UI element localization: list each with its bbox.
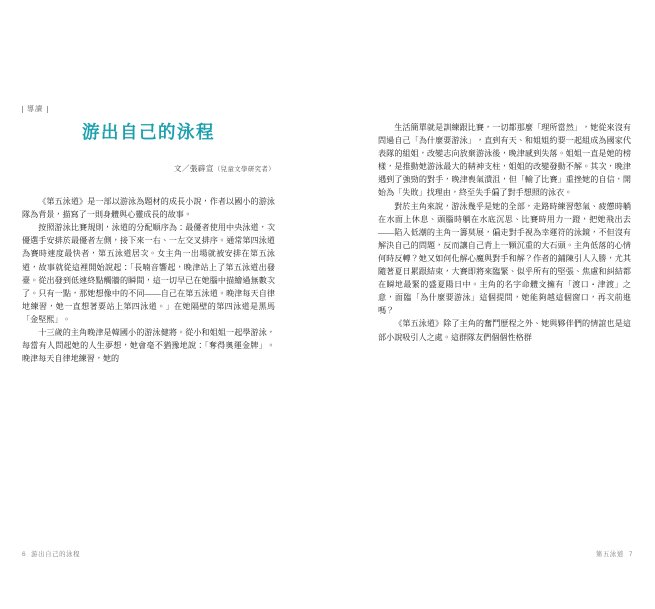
byline-author: 張辟宣	[189, 164, 214, 173]
footer-right	[596, 549, 633, 558]
right-column	[378, 121, 631, 344]
byline-affiliation: （兒童文學研究者）	[213, 166, 275, 173]
paragraph: 對於主角來說，游泳幾乎是她的全部，走路時練習憋氣、疲憊時躺在水面上休息、頭腦時躺在水底沉思、比賽時用力一蹬，把她飛出去——陷入低潮的主角一籌莫展，偏走對手視為幸運符的泳鏡，不但沒有解決自己的問題，反而讓自己背上一顆沉重的大石頭。主角低落的心情何時反轉？她又如何化解心魔與對手和解？作者的鋪陳引人入勝，尤其隨著夏日累跟結束，大賽即將來臨緊、似乎所有的堅張、焦慮和糾結都在瞬地最緊的盛夏陽日中。主角的名字命體文擁有「渡口・津渡」之意，面臨「為什麼要游泳」這個提問，她能夠越這個窗口，再次前進嗎？	[378, 201, 631, 316]
footer-left	[22, 549, 80, 558]
byline-prefix: 文／	[173, 164, 190, 173]
running-title-left: 游出自己的泳程	[31, 551, 81, 558]
marker-bar-right	[47, 106, 48, 113]
page-number-left: 6	[22, 551, 27, 558]
left-column	[22, 120, 275, 365]
paragraph: 《第五泳道》除了主角的奮鬥歷程之外、她與夥伴們的情誼也是這部小說吸引人之處。這群隊友們個個性格群	[378, 319, 631, 342]
page-title: 游出自己的泳程	[82, 122, 215, 142]
page-number-right: 7	[628, 551, 633, 558]
running-title-right: 第五泳道	[595, 551, 624, 558]
byline	[22, 162, 275, 176]
marker-bar-left	[22, 106, 23, 113]
section-marker	[22, 104, 48, 114]
section-marker-label: 導讀	[27, 105, 43, 113]
paragraph: 《第五泳道》是一部以游泳為題材的成長小說，作者以國小的游泳隊為背景，描寫了一則身體與心靈成長的故事。	[22, 197, 275, 220]
paragraph: 十三歲的主角晚津是韓國小的游泳健將。從小和姐姐一起學游泳，每當有人問起她的人生夢想，她會毫不猶豫地說：「奪得奧運金牌」。晚津每天自律地練習，她的	[22, 328, 275, 364]
paragraph: 按照游泳比賽規則，泳道的分配順序為：最優者使用中央泳道，次優選手安排於最優者左側，接下來一右、一左交叉排序。通常第四泳道為賽時速度最快者，第五泳道居次。女主角一出場就被安排在第五泳道，故事就從這裡開始說起：「長喃音響起，晚津站上了第五泳道出發臺。從出發到低速終點觸牆的瞬間，這一切早已在她腦中描繪過無數次了。只有一點，那她想像中的不同——自己在第五泳道。晚津每天自律地練習，她一直想著要站上第四泳道。」在她隔壁的第四泳道是黑馬「金堅熙」。	[22, 223, 275, 324]
paragraph: 生活簡單就是訓練跟比賽，一切都那麼「理所當然」，她從來沒有問過自己「為什麼要游泳」，直到有天、和姐姐約要一起組成為國家代表隊的組姐，改變志向放棄游泳後，晚津感到失落。姐姐一直是她的榜樣，是推動她游泳最大的精神支柱，姐姐的改變發動不解。其次，晚津遇到了強勁的對手，晚津喪氣潰沮，但「輸了比賽」重挫她的自信，開始為「失敗」找理由，終至失手偏了對手想照的泳衣。	[378, 123, 631, 198]
